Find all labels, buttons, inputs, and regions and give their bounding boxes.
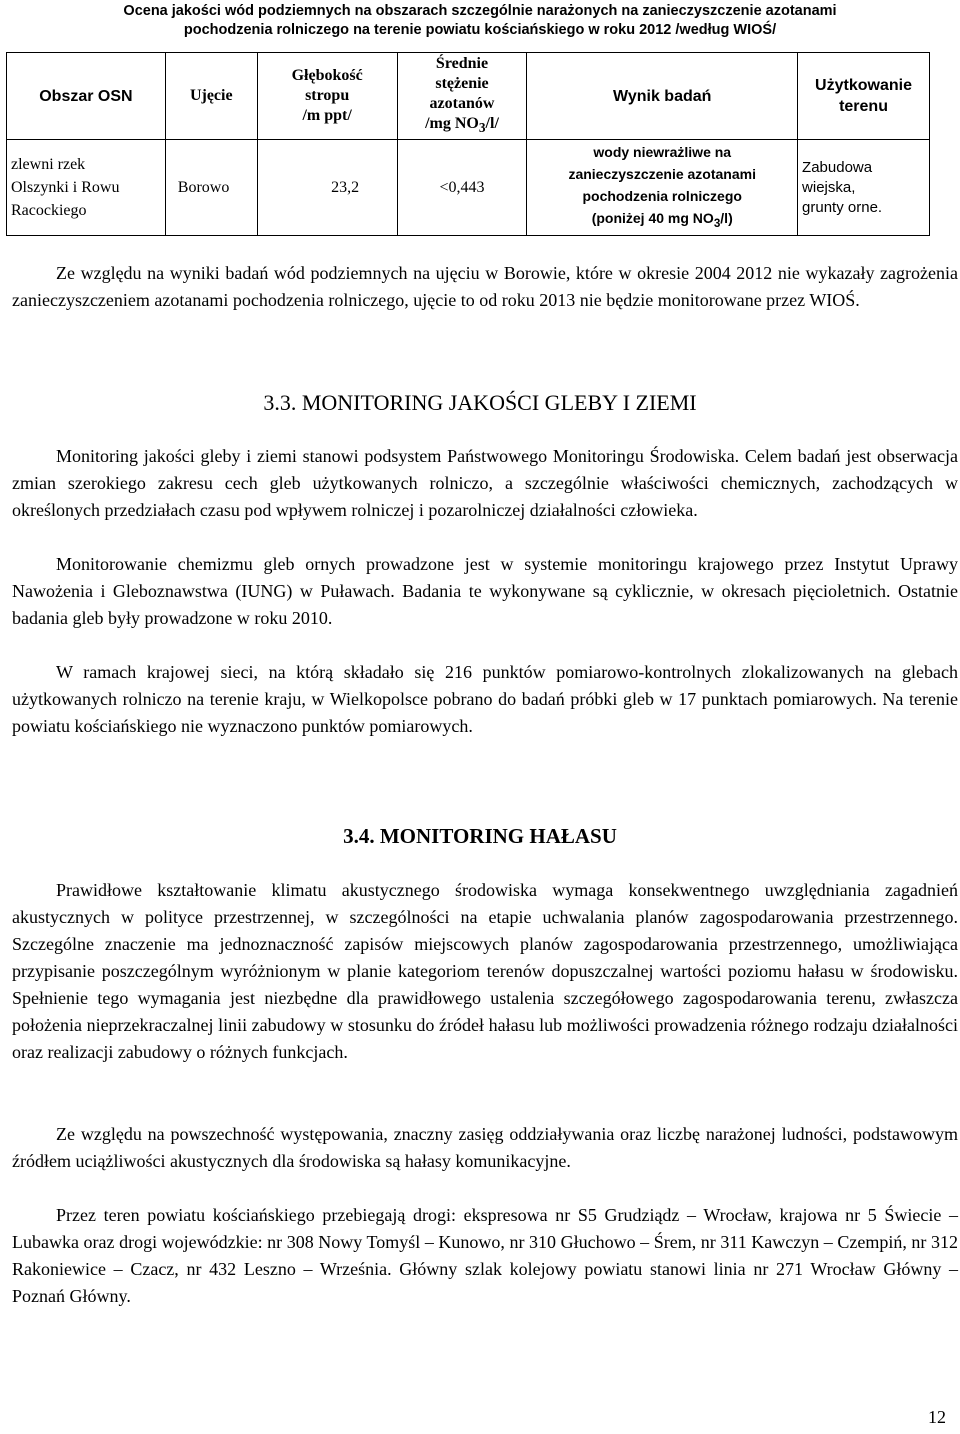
- paragraph-soil-2: Monitorowanie chemizmu gleb ornych prowadzone jest w systemie monitoringu krajowego przez Instytut Uprawy Nawożenia i Gleboznawstwa (IUNG) w Puławach. Badania te wykonywane są cyklicznie, w okresach pięcioletnich. Ostatnie badania gleb były prowadzone w roku 2010.: [12, 554, 958, 628]
- paragraph-borowo: Ze względu na wyniki badań wód podziemnych na ujęciu w Borowie, które w okresie 2004 2012 nie wykazały zagrożenia zanieczyszczeniem azotanami pochodzenia rolniczego, ujęcie to od roku 2013 nie będzie monitorowane przez WIOŚ.: [12, 263, 958, 310]
- header-ujecie: Ujęcie: [165, 53, 257, 140]
- section-heading-3-4: 3.4. MONITORING HAŁASU: [343, 824, 617, 848]
- cell-glebokosc: 23,2: [257, 140, 397, 236]
- water-quality-table-wrapper: [6, 52, 930, 236]
- paragraph-noise-1: Prawidłowe kształtowanie klimatu akustycznego środowiska wymaga konsekwentnego uwzględniania zagadnień akustycznych w polityce przestrzennej, w szczególności na etapie uchwalania planów zagospodarowania przestrzennego. Szczególne znaczenie ma jednoznaczność zapisów miejscowych planów zagospodarowania przestrzennego, umożliwiająca przypisanie poszczególnym wyróżnionym w planie kategoriom terenów dopuszczalnej wartości poziomu hałasu w środowisku. Spełnienie tego wymagania jest niezbędne dla prawidłowego ustalenia szczegółowego zagospodarowania terenu, zwłaszcza położenia nieprzekraczalnej linii zabudowy w stosunku do źródeł hałasu lub możliwości prowadzenia różnego rodzaju działalności oraz realizacji zabudowy o różnych funkcjach.: [12, 880, 958, 1062]
- cell-ujecie: Borowo: [165, 140, 257, 236]
- header-wynik: Wynik badań: [527, 53, 798, 140]
- section-heading-3-3: 3.3. MONITORING JAKOŚCI GLEBY I ZIEMI: [263, 390, 697, 415]
- header-stezenie: Średnie stężenie azotanów /mg $NO_3/l/$: [397, 53, 527, 140]
- title-line-1: Ocena jakości wód podziemnych na obszarach szczególnie narażonych na zanieczyszczenie azotanami: [123, 3, 837, 19]
- cell-uzytkowanie: Zabudowa wiejska, grunty orne.: [798, 140, 930, 236]
- paragraph-soil-1: Monitoring jakości gleby i ziemi stanowi podsystem Państwowego Monitoringu Środowiska. Celem badań jest obserwacja zmian szerokiego zakresu cech gleb użytkowanych rolniczo, a szczególnie właściwości chemicznych, zachodzących w określonych przedziałach czasu pod wpływem rolniczej i pozarolniczej działalności człowieka.: [12, 446, 958, 520]
- header-obszar: Obszar OSN: [7, 53, 166, 140]
- title-line-2: pochodzenia rolniczego na terenie powiatu kościańskiego w roku 2012 /według WIOŚ/: [183, 22, 777, 38]
- document-title: [0, 2, 960, 40]
- table-header-row: [7, 53, 930, 140]
- paragraph-soil-3: W ramach krajowej sieci, na którą składało się 216 punktów pomiarowo-kontrolnych zlokalizowanych na glebach użytkowanych rolniczo na terenie kraju, w Wielkopolsce pobrano do badań próbki gleb w 17 punktach pomiarowych. Na terenie powiatu kościańskiego nie wyznaczono punktów pomiarowych.: [12, 662, 958, 736]
- paragraph-noise-3: Przez teren powiatu kościańskiego przebiegają drogi: ekspresowa nr S5 Grudziądz – Wrocław, krajowa nr 5 Świecie – Lubawka oraz drogi wojewódzkie: nr 308 Nowy Tomyśl – Kunowo, nr 310 Głuchowo – Śrem, nr 311 Kawczyn – Czempiń, nr 312 Rakoniewice – Czacz, nr 432 Leszno – Września. Główny szlak kolejowy powiatu stanowi linia nr 271 Wrocław Główny – Poznań Główny.: [12, 1205, 958, 1306]
- table-row: [7, 140, 930, 236]
- cell-stezenie: <0,443: [397, 140, 527, 236]
- paragraph-noise-2: Ze względu na powszechność występowania, znaczny zasięg oddziaływania oraz liczbę narażonej ludności, podstawowym źródłem uciążliwości akustycznych dla środowiska są hałasy komunikacyjne.: [12, 1124, 958, 1171]
- cell-wynik: wody niewrażliwe na zanieczyszczenie azotanami pochodzenia rolniczego (poniżej 40 mg $NO_3/l$): [527, 140, 798, 236]
- cell-obszar: zlewni rzek Olszynki i Rowu Racockiego: [7, 140, 166, 236]
- header-uzytkowanie: Użytkowanie terenu: [798, 53, 930, 140]
- header-glebokosc: Głębokość stropu /m ppt/: [257, 53, 397, 140]
- water-quality-table: [6, 52, 930, 236]
- page-number: 12: [928, 1407, 946, 1427]
